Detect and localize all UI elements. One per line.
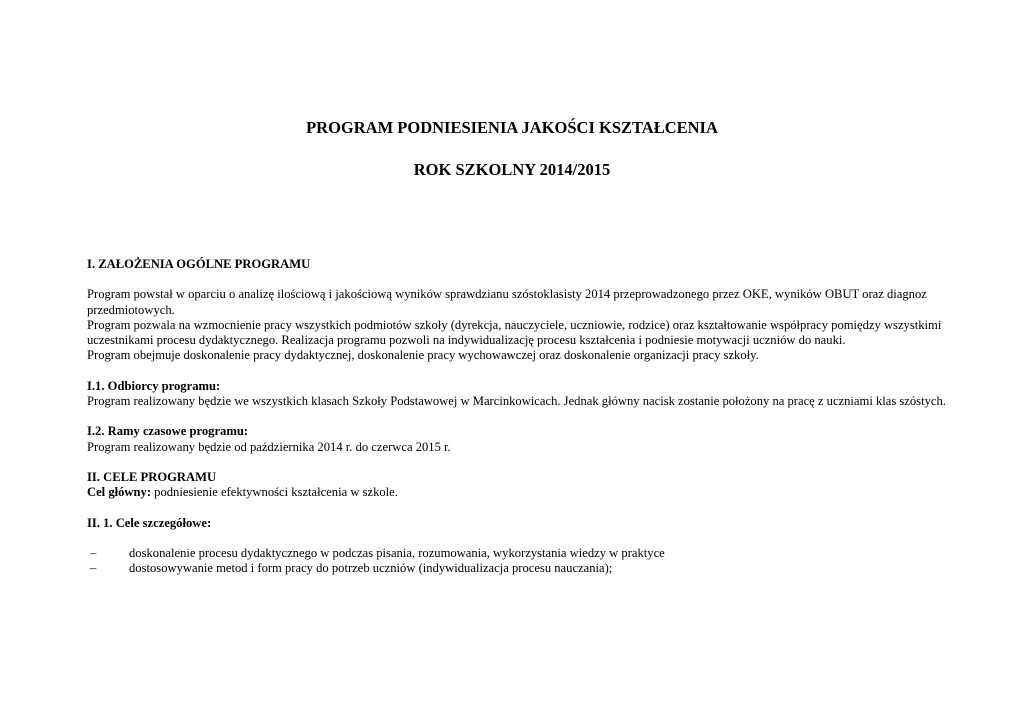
list-item-text: dostosowywanie metod i form pracy do potrzeb uczniów (indywidualizacja procesu nauczania); — [129, 561, 613, 576]
main-goal-label: Cel główny: — [87, 485, 152, 500]
paragraph-timeframe: Program realizowany będzie od października 2014 r. do czerwca 2015 r. — [87, 439, 451, 454]
section-heading-program-goals: II. CELE PROGRAMU — [87, 469, 217, 484]
list-item-text: doskonalenie procesu dydaktycznego w podczas pisania, rozumowania, wykorzystania wiedzy w praktyce — [129, 545, 665, 560]
paragraph-main-goal — [87, 485, 947, 500]
document-subtitle: ROK SZKOLNY 2014/2015 — [413, 160, 611, 179]
document-title: PROGRAM PODNIESIENIA JAKOŚCI KSZTAŁCENIA — [306, 118, 718, 137]
section-heading-specific-goals: II. 1. Cele szczegółowe: — [87, 515, 212, 530]
paragraph-recipients: Program realizowany będzie we wszystkich klasach Szkoły Podstawowej w Marcinkowicach. Jednak główny nacisk zostanie położony na pracę z uczniami klas szóstych. — [87, 394, 946, 409]
section-heading-general-assumptions: I. ZAŁOŻENIA OGÓLNE PROGRAMU — [87, 257, 311, 271]
list-item — [87, 561, 947, 576]
paragraph-program-scope: Program obejmuje doskonalenie pracy dydaktycznej, doskonalenie pracy wychowawczej oraz doskonalenie organizacji pracy szkoły. — [87, 348, 759, 363]
specific-goals-list — [87, 546, 947, 577]
bullet-dash: – — [90, 545, 97, 560]
section-heading-recipients: I.1. Odbiorcy programu: — [87, 378, 221, 393]
main-goal-text: podniesienie efektywności kształcenia w szkole. — [151, 485, 398, 500]
paragraph-program-origin: Program powstał w oparciu o analizę ilościową i jakościową wyników sprawdzianu szóstoklasisty 2014 przeprowadzonego przez OKE, wyników OBUT oraz diagnoz przedmiotowych. — [87, 287, 927, 317]
paragraph-program-benefits: Program pozwala na wzmocnienie pracy wszystkich podmiotów szkoły (dyrekcja, nauczyciele, uczniowie, rodzice) oraz kształtowanie współpracy pomiędzy wszystkimi uczestnikami procesu dydaktycznego. Realizacja programu pozwoli na indywidualizację procesu kształcenia i podniesie motywacji uczniów do nauki. — [87, 317, 942, 348]
section-heading-timeframe: I.2. Ramy czasowe programu: — [87, 424, 249, 439]
list-item — [87, 546, 947, 561]
document-body — [87, 257, 947, 576]
bullet-dash: – — [90, 561, 97, 576]
